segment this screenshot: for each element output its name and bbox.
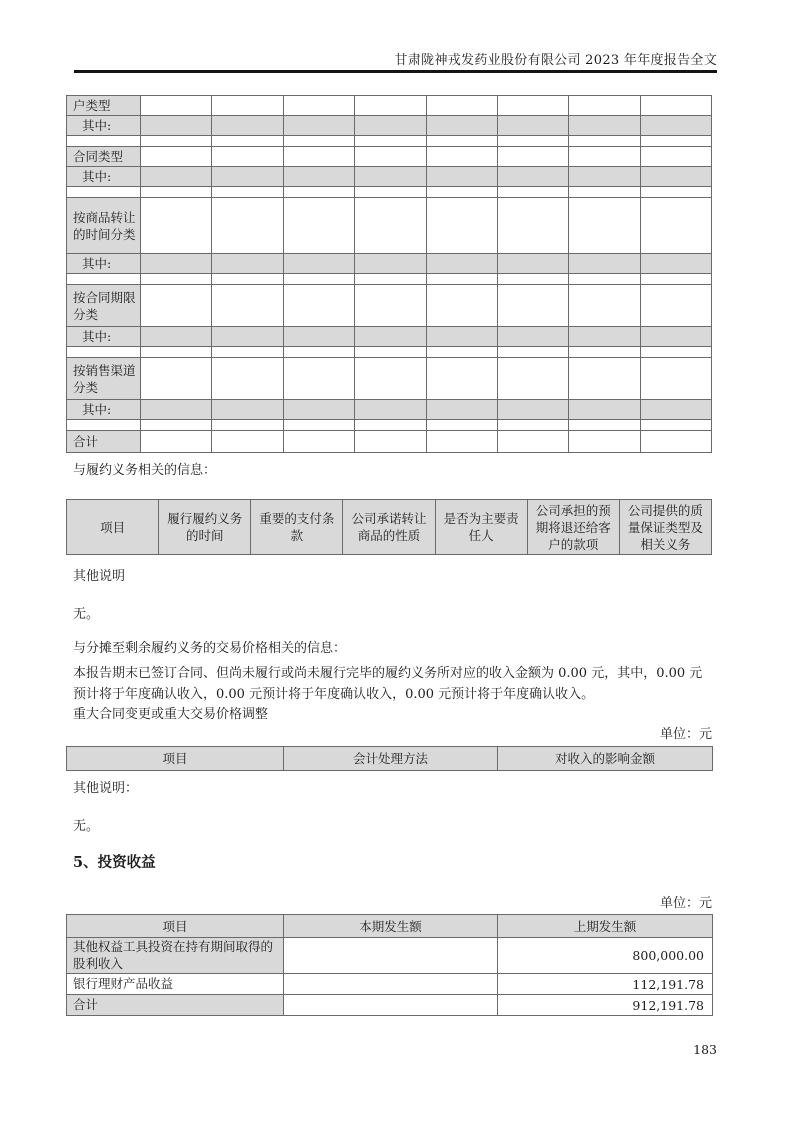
data-cell	[497, 147, 568, 167]
data-cell	[497, 358, 568, 400]
data-cell	[283, 147, 354, 167]
row-label-cell	[67, 187, 141, 198]
remaining-obligation-paragraph: 本报告期末已签订合同、但尚未履行或尚未履行完毕的履约义务所对应的收入金额为 0.00 元，其中，0.00 元预计将于年度确认收入，0.00 元预计将于年度确认收入，0.00 元预计将于年度确认收入。	[73, 666, 703, 702]
row-label-cell: 其中:	[67, 400, 141, 420]
data-cell	[426, 400, 497, 420]
data-cell	[426, 96, 497, 116]
table-row	[67, 431, 712, 453]
data-cell	[283, 285, 354, 327]
data-cell	[141, 198, 212, 254]
data-cell	[497, 431, 568, 453]
data-cell	[569, 167, 640, 187]
data-cell	[212, 347, 283, 358]
investment-table-body	[67, 938, 713, 1016]
row-label-cell: 其中:	[67, 167, 141, 187]
column-header-cell: 公司承诺转让商品的性质	[343, 500, 435, 555]
data-cell	[497, 285, 568, 327]
data-cell	[640, 167, 711, 187]
classification-table-body	[67, 96, 712, 453]
data-cell	[569, 147, 640, 167]
data-cell	[355, 420, 426, 431]
data-cell	[569, 187, 640, 198]
data-cell	[426, 327, 497, 347]
price-adjust-other-note-label: 其他说明：	[73, 781, 139, 796]
data-cell	[569, 327, 640, 347]
current-amount-cell	[284, 974, 498, 995]
data-cell	[640, 116, 711, 136]
row-label-cell: 合同类型	[67, 147, 141, 167]
row-label-cell: 按商品转让的时间分类	[67, 198, 141, 254]
data-cell	[355, 198, 426, 254]
data-cell	[640, 431, 711, 453]
data-cell	[640, 358, 711, 400]
column-header-cell: 公司提供的质量保证类型及相关义务	[619, 500, 711, 555]
data-cell	[141, 254, 212, 274]
data-cell	[640, 420, 711, 431]
data-cell	[426, 254, 497, 274]
data-cell	[212, 116, 283, 136]
data-cell	[141, 400, 212, 420]
data-cell	[497, 327, 568, 347]
obligations-other-note-label: 其他说明	[73, 569, 126, 584]
data-cell	[212, 167, 283, 187]
table-row	[67, 147, 712, 167]
table-row	[67, 938, 713, 974]
data-cell	[212, 285, 283, 327]
column-header-cell: 履行履约义务的时间	[159, 500, 251, 555]
obligations-intro: 与履约义务相关的信息：	[73, 463, 217, 478]
data-cell	[283, 347, 354, 358]
data-cell	[283, 420, 354, 431]
column-header-cell: 本期发生额	[284, 915, 498, 938]
data-cell	[497, 167, 568, 187]
investment-income-heading: 5、投资收益	[73, 854, 156, 871]
data-cell	[426, 431, 497, 453]
classification-table	[66, 95, 712, 453]
data-cell	[426, 147, 497, 167]
data-cell	[569, 285, 640, 327]
data-cell	[141, 187, 212, 198]
data-cell	[212, 420, 283, 431]
column-header-cell: 对收入的影响金额	[498, 747, 713, 771]
data-cell	[355, 431, 426, 453]
table-row	[67, 116, 712, 136]
column-header-cell: 公司承担的预期将退还给客户的款项	[527, 500, 619, 555]
table-row	[67, 136, 712, 147]
data-cell	[355, 187, 426, 198]
data-cell	[283, 116, 354, 136]
data-cell	[569, 136, 640, 147]
data-cell	[283, 96, 354, 116]
table-row	[67, 274, 712, 285]
column-header-cell: 上期发生额	[498, 915, 713, 938]
report-header-title: 甘肃陇神戎发药业股份有限公司 2023 年年度报告全文	[394, 53, 717, 68]
table-row	[67, 285, 712, 327]
obligations-other-note-value: 无。	[73, 607, 100, 622]
data-cell	[355, 285, 426, 327]
data-cell	[640, 147, 711, 167]
data-cell	[426, 274, 497, 285]
data-cell	[640, 274, 711, 285]
data-cell	[497, 116, 568, 136]
table-row	[67, 96, 712, 116]
data-cell	[283, 254, 354, 274]
obligations-table	[66, 499, 712, 555]
row-label-cell: 其中:	[67, 327, 141, 347]
data-cell	[212, 274, 283, 285]
table-row	[67, 420, 712, 431]
data-cell	[640, 347, 711, 358]
data-cell	[355, 167, 426, 187]
data-cell	[355, 254, 426, 274]
data-cell	[569, 400, 640, 420]
data-cell	[355, 400, 426, 420]
table-row	[67, 995, 713, 1016]
data-cell	[569, 431, 640, 453]
table-row	[67, 358, 712, 400]
data-cell	[355, 274, 426, 285]
data-cell	[426, 136, 497, 147]
row-label-cell: 合计	[67, 431, 141, 453]
data-cell	[355, 116, 426, 136]
data-cell	[640, 96, 711, 116]
table-row	[67, 187, 712, 198]
header-divider	[74, 70, 717, 73]
data-cell	[569, 420, 640, 431]
data-cell	[283, 198, 354, 254]
data-cell	[426, 347, 497, 358]
data-cell	[212, 358, 283, 400]
investment-income-table	[66, 914, 713, 1016]
data-cell	[141, 96, 212, 116]
row-label-cell: 户类型	[67, 96, 141, 116]
data-cell	[497, 136, 568, 147]
data-cell	[426, 198, 497, 254]
data-cell	[141, 274, 212, 285]
data-cell	[141, 285, 212, 327]
item-cell: 其他权益工具投资在持有期间取得的股利收入	[67, 938, 284, 974]
data-cell	[141, 431, 212, 453]
data-cell	[569, 254, 640, 274]
table-row	[67, 400, 712, 420]
item-cell: 银行理财产品收益	[67, 974, 284, 995]
unit-label-investment: 单位：元	[659, 896, 712, 911]
price-adjustment-subheading: 重大合同变更或重大交易价格调整	[73, 707, 269, 722]
prior-amount-cell: 912,191.78	[498, 995, 713, 1016]
row-label-cell: 按销售渠道分类	[67, 358, 141, 400]
data-cell	[283, 167, 354, 187]
investment-header-row	[67, 915, 713, 938]
data-cell	[283, 136, 354, 147]
data-cell	[640, 254, 711, 274]
data-cell	[569, 116, 640, 136]
row-label-cell	[67, 420, 141, 431]
data-cell	[212, 96, 283, 116]
data-cell	[212, 254, 283, 274]
data-cell	[141, 347, 212, 358]
data-cell	[497, 400, 568, 420]
data-cell	[141, 136, 212, 147]
row-label-cell: 其中:	[67, 116, 141, 136]
current-amount-cell	[284, 938, 498, 974]
data-cell	[355, 347, 426, 358]
data-cell	[283, 187, 354, 198]
table-row	[67, 198, 712, 254]
data-cell	[569, 358, 640, 400]
data-cell	[640, 400, 711, 420]
data-cell	[497, 96, 568, 116]
data-cell	[141, 358, 212, 400]
data-cell	[141, 420, 212, 431]
row-label-cell: 其中:	[67, 254, 141, 274]
data-cell	[640, 285, 711, 327]
column-header-cell: 会计处理方法	[284, 747, 498, 771]
data-cell	[141, 167, 212, 187]
data-cell	[569, 198, 640, 254]
unit-label-price-adjust: 单位：元	[659, 727, 712, 742]
data-cell	[569, 347, 640, 358]
data-cell	[640, 198, 711, 254]
data-cell	[283, 400, 354, 420]
data-cell	[212, 136, 283, 147]
data-cell	[497, 254, 568, 274]
data-cell	[497, 274, 568, 285]
page-content	[66, 95, 712, 1016]
data-cell	[212, 187, 283, 198]
data-cell	[569, 274, 640, 285]
data-cell	[426, 285, 497, 327]
table-row	[67, 347, 712, 358]
price-adjustment-header-row	[67, 747, 713, 771]
remaining-obligation-intro: 与分摊至剩余履约义务的交易价格相关的信息：	[73, 641, 347, 656]
data-cell	[355, 327, 426, 347]
data-cell	[283, 358, 354, 400]
data-cell	[355, 147, 426, 167]
data-cell	[141, 327, 212, 347]
page-number: 183	[693, 1042, 717, 1057]
current-amount-cell	[284, 995, 498, 1016]
price-adjust-other-note-value: 无。	[73, 819, 100, 834]
table-row	[67, 327, 712, 347]
data-cell	[283, 274, 354, 285]
data-cell	[426, 358, 497, 400]
data-cell	[212, 198, 283, 254]
column-header-cell: 是否为主要责任人	[435, 500, 527, 555]
data-cell	[497, 187, 568, 198]
data-cell	[212, 327, 283, 347]
row-label-cell	[67, 347, 141, 358]
data-cell	[212, 431, 283, 453]
table-row	[67, 974, 713, 995]
data-cell	[426, 187, 497, 198]
column-header-cell: 项目	[67, 500, 159, 555]
column-header-cell: 项目	[67, 747, 284, 771]
data-cell	[355, 96, 426, 116]
price-adjustment-table	[66, 746, 713, 771]
data-cell	[569, 96, 640, 116]
data-cell	[640, 327, 711, 347]
row-label-cell	[67, 274, 141, 285]
column-header-cell: 重要的支付条款	[251, 500, 343, 555]
data-cell	[497, 420, 568, 431]
data-cell	[426, 420, 497, 431]
item-cell: 合计	[67, 995, 284, 1016]
obligations-header-row	[67, 500, 712, 555]
table-row	[67, 254, 712, 274]
data-cell	[355, 136, 426, 147]
data-cell	[141, 147, 212, 167]
row-label-cell	[67, 136, 141, 147]
data-cell	[640, 136, 711, 147]
table-row	[67, 167, 712, 187]
data-cell	[497, 347, 568, 358]
data-cell	[283, 431, 354, 453]
row-label-cell: 按合同期限分类	[67, 285, 141, 327]
prior-amount-cell: 112,191.78	[498, 974, 713, 995]
column-header-cell: 项目	[67, 915, 284, 938]
data-cell	[497, 198, 568, 254]
data-cell	[355, 358, 426, 400]
data-cell	[212, 147, 283, 167]
data-cell	[283, 327, 354, 347]
data-cell	[212, 400, 283, 420]
data-cell	[640, 187, 711, 198]
prior-amount-cell: 800,000.00	[498, 938, 713, 974]
data-cell	[426, 116, 497, 136]
data-cell	[141, 116, 212, 136]
data-cell	[426, 167, 497, 187]
